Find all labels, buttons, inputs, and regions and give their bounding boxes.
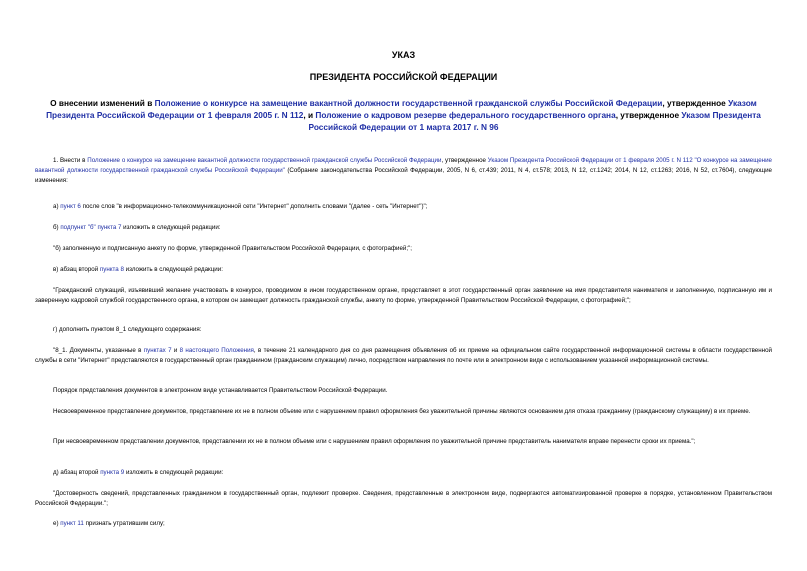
pg-link-items-7[interactable]: пунктах 7	[143, 347, 172, 354]
subject-text-1: О внесении изменений в	[50, 98, 155, 108]
pd-text-2: изложить в следующей редакции:	[124, 469, 224, 476]
pg-text-2: и	[171, 347, 180, 354]
p1-link-decree-112[interactable]: Указом Президента Российской Федерации от 1 февраля 2005 г. N 112 "О конкурсе на замещение вакантной должности государственной гражданской службы Российской Федерации"	[35, 157, 772, 174]
paragraph-1	[35, 156, 772, 186]
subject-link-decree-96[interactable]: Указом Президента Российской Федерации от 1 марта 2017 г. N 96	[308, 110, 761, 132]
paragraph-g-2: Порядок представления документов в электронном виде устанавливается Правительством Российской Федерации.	[53, 387, 388, 394]
pd-link-item-9[interactable]: пункта 9	[100, 469, 125, 476]
subject-text-2: , утвержденное	[662, 98, 729, 108]
paragraph-g: г) дополнить пунктом 8_1 следующего содержания:	[53, 326, 202, 333]
paragraph-d	[35, 468, 772, 478]
subject-text-4: , утвержденное	[615, 110, 682, 120]
pg-link-item-8-regulation[interactable]: 8 настоящего Положения	[179, 347, 254, 354]
document-subject	[28, 97, 779, 133]
paragraph-e	[35, 519, 772, 529]
paragraph-a	[35, 202, 772, 212]
subject-text-3: , и	[303, 110, 316, 120]
pe-link-item-11[interactable]: пункт 11	[60, 520, 84, 527]
pb-text-2: изложить в следующей редакции:	[121, 224, 221, 231]
pv-text-1: в) абзац второй	[53, 266, 100, 273]
heading-president: ПРЕЗИДЕНТА РОССИЙСКОЙ ФЕДЕРАЦИИ	[309, 72, 498, 82]
paragraph-b	[35, 223, 772, 233]
paragraph-g-3: Несвоевременное представление документов, представление их не в полном объеме или с нарушением правил оформления без уважительной причины являются основанием для отказа гражданину (гражданскому служащему) в их приеме.	[53, 408, 751, 415]
pa-text-2: после слов "в информационно-телекоммуникационной сети "Интернет" дополнить словами "(далее - сеть "Интернет")";	[80, 203, 428, 210]
pv-link-item-8[interactable]: пункта 8	[99, 266, 124, 273]
paragraph-v	[35, 265, 772, 275]
subject-link-decree-112[interactable]: Указом Президента Российской Федерации от 1 февраля 2005 г. N 112	[46, 98, 757, 120]
subject-link-regulation-competition[interactable]: Положение о конкурсе на замещение вакантной должности государственной гражданской службы Российской Федерации	[154, 98, 663, 108]
pg-text-3: , в течение 21 календарного дня со дня размещения объявления об их приеме на официальном сайте государственной информационной системы в области государственной службы в сети "Интернет" представляются в государственный орган гражданином (гражданским служащим) лично, посредством направления по почте или в электронном виде с использованием указанной информационной системы.	[35, 347, 772, 364]
pd-text-1: д) абзац второй	[53, 469, 101, 476]
p1-text-1: 1. Внести в	[53, 157, 88, 164]
p1-link-regulation[interactable]: Положение о конкурсе на замещение вакантной должности государственной гражданской службы Российской Федерации	[87, 157, 442, 164]
pv-text-2: изложить в следующей редакции:	[123, 266, 223, 273]
pb-link-subitem-b-7[interactable]: подпункт "б" пункта 7	[60, 224, 122, 231]
paragraph-g-quote	[35, 346, 772, 366]
paragraph-d-quote: "Достоверность сведений, представленных гражданином в государственный орган, подлежит проверке. Сведения, представленные в электронном виде, подвергаются автоматизированной проверке в порядке, установленном Правительством Российской Федерации.";	[35, 490, 772, 507]
pa-link-item-6[interactable]: пункт 6	[60, 203, 81, 210]
subject-link-regulation-reserve[interactable]: Положение о кадровом резерве федерального государственного органа	[315, 110, 616, 120]
paragraph-v-quote: "Гражданский служащий, изъявивший желание участвовать в конкурсе, проводимом в ином государственном органе, представляет в этот государственный орган заявление на имя представителя нанимателя и заполненную, подписанную им и заверенную кадровой службой государственного органа, в котором он замещает должность гражданской службы, анкету по форме, утвержденной Правительством Российской Федерации, с фотографией;";	[35, 287, 772, 304]
pe-text-2: признать утратившим силу;	[83, 520, 165, 527]
pa-text-1: а)	[53, 203, 61, 210]
p1-text-3: (Собрание законодательства Российской Федерации, 2005, N 6, ст.439; 2011, N 4, ст.578; 2013, N 12, ст.1242; 2014, N 12, ст.1263; 2016, N 52, ст.7604), следующие изменения:	[35, 167, 772, 184]
pb-text-1: б)	[53, 224, 61, 231]
pe-text-1: е)	[53, 520, 61, 527]
paragraph-g-4: При несвоевременном представлении документов, представлении их не в полном объеме или с нарушением правил оформления по уважительной причине представитель нанимателя вправе перенести сроки их приема.";	[53, 438, 696, 445]
p1-text-2: , утвержденное	[441, 157, 488, 164]
paragraph-b-quote: "б) заполненную и подписанную анкету по форме, утвержденной Правительством Российской Федерации, с фотографией;";	[53, 245, 412, 252]
pg-text-1: "8_1. Документы, указанные в	[53, 347, 144, 354]
heading-ukaz: УКАЗ	[391, 50, 416, 60]
